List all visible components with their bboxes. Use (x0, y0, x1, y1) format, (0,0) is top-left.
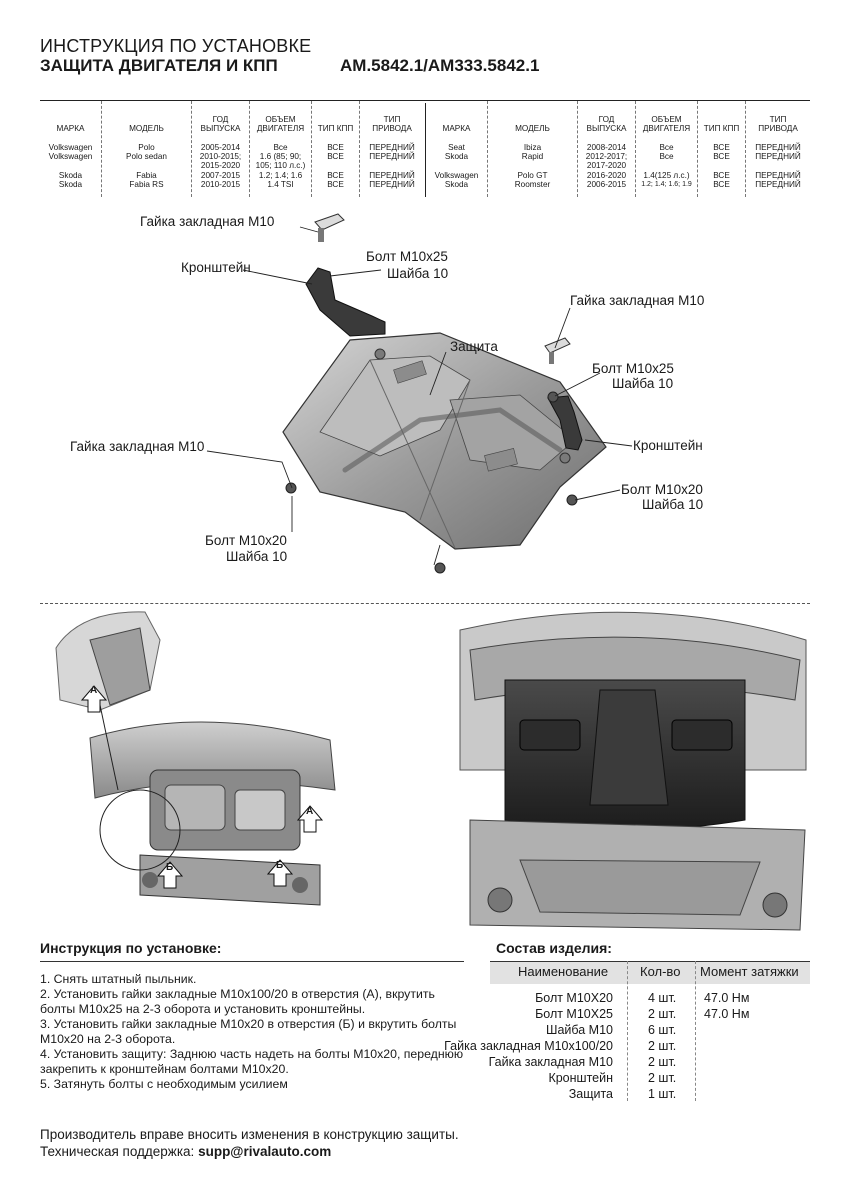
cell: ВСЕ (713, 171, 730, 180)
cell: 2005-2014 (200, 143, 241, 152)
bom-name: Гайка закладная М10х100/20 (444, 1039, 613, 1053)
bom-torque: 47.0 Нм (704, 1007, 750, 1021)
cell: 1.2; 1.4; 1.6; 1.9 (641, 181, 692, 188)
bom-qty: 2 шт. (648, 1071, 677, 1085)
label-bracket-right: Кронштейн (633, 438, 703, 453)
label-bracket-left: Кронштейн (181, 260, 251, 275)
cell: 2007-2015 (200, 171, 241, 180)
cell: Skoda (444, 152, 469, 161)
cell: Volkswagen (48, 152, 93, 161)
label-nut-left: Гайка закладная М10 (70, 439, 205, 454)
label-washer-top: Шайба 10 (387, 266, 449, 281)
cell: Skoda (58, 171, 83, 180)
cell: 2017-2020 (586, 161, 627, 170)
cell: ПЕРЕДНИЙ (755, 180, 801, 189)
step: 1. Снять штатный пыльник. (40, 972, 197, 986)
bom-qty: 2 шт. (648, 1055, 677, 1069)
step: 3. Установить гайки закладные М10х20 в отверстия (Б) и вкрутить болты М10х20 на 2-3 оборота. (40, 1017, 457, 1046)
cell: ПЕРЕДНИЙ (755, 143, 801, 152)
cell: Seat (448, 143, 465, 152)
cell: 2016-2020 (586, 171, 627, 180)
cell: Все (659, 152, 674, 161)
photo-installed-guard (460, 612, 806, 930)
bracket-left-part (306, 268, 385, 336)
instructions-title: Инструкция по установке: (40, 940, 222, 956)
cell: Polo (138, 143, 155, 152)
label-washer-right: Шайба 10 (612, 376, 674, 391)
cell: 1.4 TSI (267, 180, 294, 189)
label-bolt-top: Болт М10х25 (366, 249, 448, 264)
doc-title: ИНСТРУКЦИЯ ПО УСТАНОВКЕ (40, 36, 312, 56)
cell: ПЕРЕДНИЙ (755, 171, 801, 180)
bom-name: Шайба М10 (545, 1023, 613, 1037)
cell: 1.4(125 л.с.) (643, 171, 690, 180)
cell: Все (659, 143, 674, 152)
label-bolt-bottom-right: Болт М10х20 (621, 482, 703, 497)
cell: Polo sedan (126, 152, 167, 161)
bom-qty: 2 шт. (648, 1039, 677, 1053)
bom-name: Кронштейн (548, 1071, 613, 1085)
nut-top-part (315, 214, 344, 242)
cell: Volkswagen (48, 143, 93, 152)
bom-qty: 4 шт. (648, 991, 677, 1005)
cell: ВСЕ (327, 143, 344, 152)
support-email[interactable]: supp@rivalauto.com (198, 1144, 332, 1159)
cell: 1.2; 1.4; 1.6 (258, 171, 303, 180)
footer-support (40, 1144, 331, 1159)
cell: Polo GT (517, 171, 548, 180)
col-header: ТИП КПП (317, 124, 354, 133)
label-guard: Защита (450, 339, 498, 354)
section-separator (40, 603, 810, 604)
label-washer-bottom-left: Шайба 10 (226, 549, 288, 564)
col-header: ГОД ВЫПУСКА (200, 115, 241, 133)
bom-header: Момент затяжки (700, 964, 799, 979)
bom-title: Состав изделия: (496, 940, 612, 956)
marker-b-right-label: Б (276, 860, 284, 871)
cell: ВСЕ (713, 180, 730, 189)
cell: ВСЕ (327, 152, 344, 161)
col-header: МАРКА (56, 124, 85, 133)
step: 4. Установить защиту: Заднюю часть надеть на болты М10х20, переднюю закрепить к кронштейнам болтами М10х20. (40, 1047, 464, 1076)
col-header: МОДЕЛЬ (515, 124, 550, 133)
cell: 2006-2015 (586, 180, 627, 189)
cell: ВСЕ (327, 171, 344, 180)
bom-col-divider (695, 961, 696, 1101)
col-header: ОБЪЕМ ДВИГАТЕЛЯ (256, 115, 305, 133)
cell: Все (273, 143, 288, 152)
cell: ВСЕ (713, 143, 730, 152)
cell: 2010-2015 (200, 180, 241, 189)
footer-note: Производитель вправе вносить изменения в конструкцию защиты. (40, 1127, 459, 1142)
photo-engine-bay (56, 612, 335, 905)
step: 5. Затянуть болты с необходимым усилием (40, 1077, 288, 1091)
label-washer-bottom-right: Шайба 10 (642, 497, 704, 512)
cell: 2015-2020 (200, 161, 241, 170)
step: 2. Установить гайки закладные М10х100/20 в отверстия (А), вкрутить болты М10х25 на 2-3 оборота и установить кронштейны. (40, 987, 435, 1016)
col-header: ТИП ПРИВОДА (758, 115, 798, 133)
col-header: ТИП ПРИВОДА (372, 115, 412, 133)
cell: Fabia (136, 171, 157, 180)
cell: Roomster (514, 180, 551, 189)
cell: Fabia RS (129, 180, 164, 189)
cell: Volkswagen (434, 171, 479, 180)
bom-torque: 47.0 Нм (704, 991, 750, 1005)
instructions-steps (40, 972, 470, 1092)
instructions-rule (40, 961, 464, 962)
cell: ВСЕ (327, 180, 344, 189)
bom-name: Гайка закладная М10 (488, 1055, 613, 1069)
cell: 105; 110 л.с.) (255, 161, 306, 170)
cell: ВСЕ (713, 152, 730, 161)
cell: 2008-2014 (586, 143, 627, 152)
bom-header: Наименование (518, 964, 609, 979)
cell: ПЕРЕДНИЙ (369, 171, 415, 180)
col-header: МОДЕЛЬ (129, 124, 164, 133)
bom-header: Кол-во (640, 964, 681, 979)
col-header: ТИП КПП (703, 124, 740, 133)
cell: 1.6 (85; 90; (259, 152, 302, 161)
bom-name: Болт М10Х20 (535, 991, 613, 1005)
support-label: Техническая поддержка: (40, 1144, 195, 1159)
col-header: ОБЪЕМ ДВИГАТЕЛЯ (642, 115, 691, 133)
col-header: МАРКА (442, 124, 471, 133)
cell: Rapid (521, 152, 544, 161)
marker-b-left-label: Б (166, 862, 174, 873)
bom-qty: 6 шт. (648, 1023, 677, 1037)
bom-name: Защита (568, 1087, 613, 1101)
label-bolt-bottom-left: Болт М10х20 (205, 533, 287, 548)
label-nut-top: Гайка закладная М10 (140, 214, 275, 229)
cell: ПЕРЕДНИЙ (369, 143, 415, 152)
cell: ПЕРЕДНИЙ (755, 152, 801, 161)
cell: Ibiza (523, 143, 542, 152)
cell: 2010-2015; (199, 152, 242, 161)
article-number: AM.5842.1/AM333.5842.1 (340, 56, 540, 75)
bom-col-divider (627, 961, 628, 1101)
bom-qty: 2 шт. (648, 1007, 677, 1021)
cell: Skoda (58, 180, 83, 189)
marker-a-right-label: А (306, 806, 314, 817)
cell: ПЕРЕДНИЙ (369, 180, 415, 189)
bom-qty: 1 шт. (648, 1087, 677, 1101)
cell: ПЕРЕДНИЙ (369, 152, 415, 161)
product-title: ЗАЩИТА ДВИГАТЕЛЯ И КПП (40, 56, 278, 75)
label-nut-right: Гайка закладная М10 (570, 293, 705, 308)
bom-name: Болт М10Х25 (535, 1007, 613, 1021)
guard-plate-drawing (283, 333, 606, 549)
marker-a-left-label: А (90, 685, 98, 696)
col-header: ГОД ВЫПУСКА (586, 115, 627, 133)
label-bolt-right: Болт М10х25 (592, 361, 674, 376)
cell: 2012-2017; (585, 152, 628, 161)
cell: Skoda (444, 180, 469, 189)
